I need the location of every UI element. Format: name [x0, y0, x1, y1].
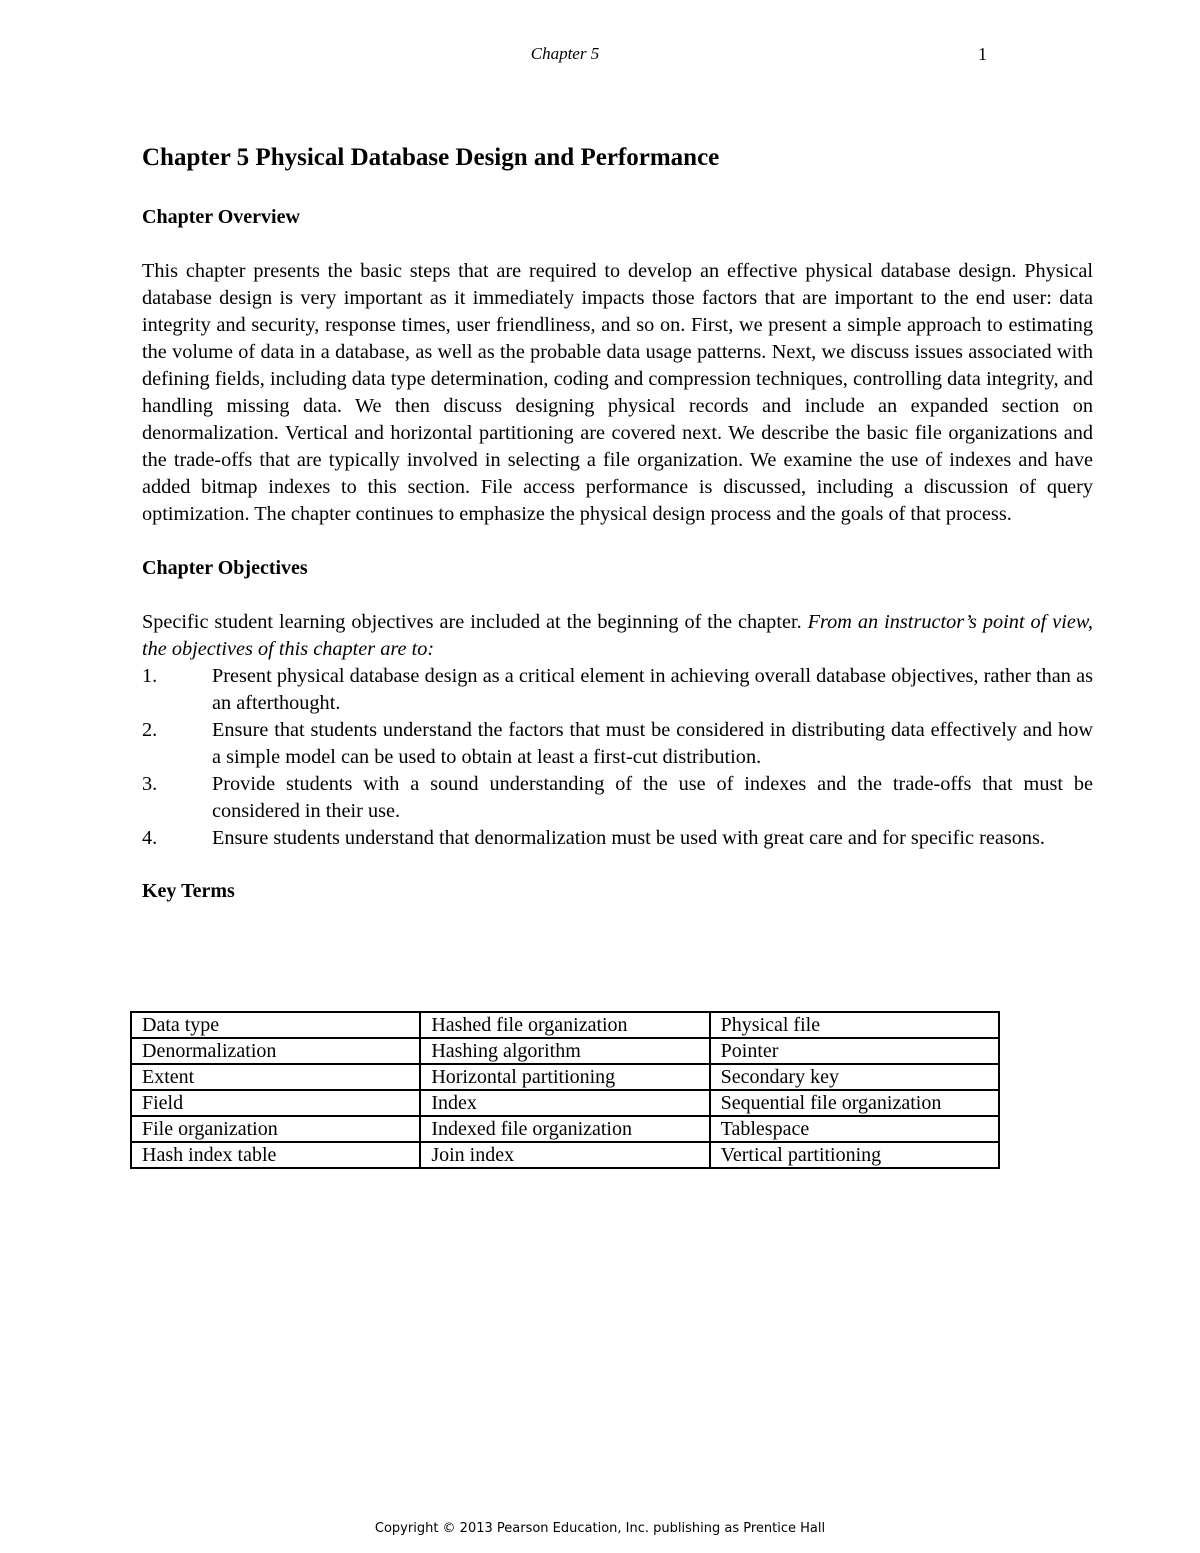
- objective-number: 4.: [142, 827, 158, 849]
- overview-heading: Chapter Overview: [142, 206, 300, 228]
- table-cell: File organization: [131, 1116, 420, 1142]
- objective-item: [142, 663, 1093, 717]
- table-cell: Field: [131, 1090, 420, 1116]
- table-cell: Hashed file organization: [420, 1012, 709, 1038]
- page-number: 1: [978, 44, 987, 64]
- table-cell: Index: [420, 1090, 709, 1116]
- overview-paragraph: This chapter presents the basic steps that are required to develop an effective physical database design. Physical database design is very important as it immediately impacts those factors that are important to the end user: data integrity and security, response times, user friendliness, and so on. First, we present a simple approach to estimating the volume of data in a database, as well as the probable data usage patterns. Next, we discuss issues associated with defining fields, including data type determination, coding and compression techniques, controlling data integrity, and handling missing data. We then discuss designing physical records and include an expanded section on denormalization. Vertical and horizontal partitioning are covered next. We describe the basic file organizations and the trade-offs that are typically involved in selecting a file organization. We examine the use of indexes and have added bitmap indexes to this section. File access performance is discussed, including a discussion of query optimization. The chapter continues to emphasize the physical design process and the goals of that process.: [142, 260, 1093, 525]
- table-cell: Extent: [131, 1064, 420, 1090]
- objective-number: 2.: [142, 719, 158, 741]
- key-terms-table: [130, 1011, 1000, 1169]
- table-row: [131, 1142, 999, 1168]
- table-row: [131, 1090, 999, 1116]
- table-cell: Vertical partitioning: [710, 1142, 999, 1168]
- table-cell: Tablespace: [710, 1116, 999, 1142]
- copyright-footer: Copyright © 2013 Pearson Education, Inc. publishing as Prentice Hall: [374, 1521, 826, 1536]
- table-cell: Horizontal partitioning: [420, 1064, 709, 1090]
- table-cell: Join index: [420, 1142, 709, 1168]
- table-cell: Indexed file organization: [420, 1116, 709, 1142]
- chapter-title: Chapter 5 Physical Database Design and Performance: [142, 144, 720, 171]
- table-row: [131, 1116, 999, 1142]
- objective-number: 3.: [142, 773, 158, 795]
- objective-text: Ensure that students understand the factors that must be considered in distributing data effectively and how a simple model can be used to obtain at least a first-cut distribution.: [212, 719, 1093, 768]
- table-cell: Hashing algorithm: [420, 1038, 709, 1064]
- objective-text: Present physical database design as a critical element in achieving overall database objectives, rather than as an afterthought.: [212, 665, 1093, 714]
- objective-item: [142, 825, 1093, 852]
- objective-text: Provide students with a sound understanding of the use of indexes and the trade-offs that must be considered in their use.: [212, 773, 1093, 822]
- table-cell: Sequential file organization: [710, 1090, 999, 1116]
- objectives-intro: [142, 609, 1093, 663]
- table-row: [131, 1064, 999, 1090]
- table-cell: Pointer: [710, 1038, 999, 1064]
- objective-text: Ensure students understand that denormalization must be used with great care and for specific reasons.: [212, 827, 1045, 849]
- table-cell: Physical file: [710, 1012, 999, 1038]
- running-header-title: Chapter 5: [530, 44, 600, 63]
- objectives-intro-plain: Specific student learning objectives are included at the beginning of the chapter.: [142, 611, 808, 633]
- table-row: [131, 1012, 999, 1038]
- objectives-heading: Chapter Objectives: [142, 557, 308, 579]
- table-cell: Hash index table: [131, 1142, 420, 1168]
- objective-item: [142, 771, 1093, 825]
- objectives-intro-italic: From an instructor’s point of view, the objectives of this chapter are to:: [142, 611, 1093, 660]
- table-cell: Secondary key: [710, 1064, 999, 1090]
- table-cell: Denormalization: [131, 1038, 420, 1064]
- table-row: [131, 1038, 999, 1064]
- table-cell: Data type: [131, 1012, 420, 1038]
- objective-item: [142, 717, 1093, 771]
- objective-number: 1.: [142, 665, 158, 687]
- document-body: [142, 138, 1093, 905]
- key-terms-heading: Key Terms: [142, 880, 235, 902]
- objectives-list: [142, 663, 1093, 852]
